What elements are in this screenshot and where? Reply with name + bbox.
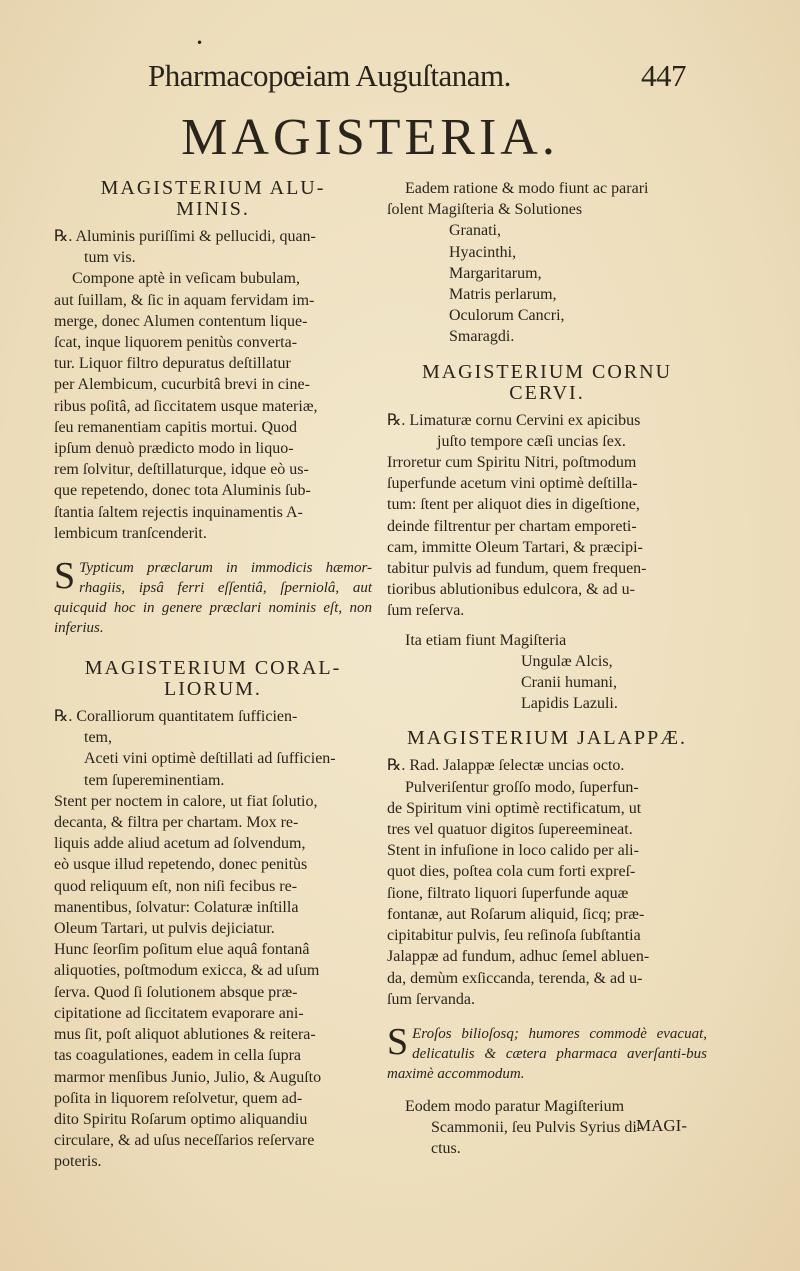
left-column [54,178,372,1173]
recipe-line: ℞. Limaturæ cornu Cervini ex apicibus [387,411,641,429]
text-block-cornu-cervi [387,452,707,622]
text-line: rem ſolvitur, deſtillaturque, idque eò us- [54,461,309,479]
text-line: quod reliquum eſt, non niſi fecibus re- [54,877,298,895]
text-line: Pulveriſentur groſſo modo, ſuperfun- [405,778,639,796]
list-item: Granati, [449,222,501,240]
magisteria-list [387,651,707,715]
text-block-aluminis [54,268,372,544]
text-line: dito Spiritu Roſarum optimo aliquandiu [54,1110,308,1128]
section-heading-jalappae: MAGISTERIUM JALAPPÆ. [406,727,688,750]
printer-mark: • [196,36,204,50]
text-block-jalappae [387,777,707,1010]
text-line: Stent in infuſione in loco calido per ali- [387,842,639,860]
text-line: ctus. [431,1140,461,1158]
italic-note-aluminis [54,555,372,638]
text-line: quot dies, poſtea cola cum forti expreſ- [387,863,636,881]
text-line: fontanæ, aut Roſarum aliquid, ſicq; præ- [387,905,645,923]
recipe-line: ℞. Coralliorum quantitatem ſufficien- [54,708,298,726]
text-line: cipitatione ad ſiccitatem evaporare ani- [54,1004,304,1022]
list-item: Matris perlarum, [449,286,557,304]
text-line: aut ſuillam, & ſic in aquam fervidam im- [54,291,315,309]
text-line: Stent per noctem in calore, ut fiat ſolutio, [54,792,318,810]
text-line: eò usque illud repetendo, donec penitùs [54,856,308,874]
text-line: ſione, filtrato liquori ſuperfunde aquæ [387,884,629,902]
list-item: Margaritarum, [449,264,542,282]
right-column [387,178,707,1160]
text-line: per Alembicum, cucurbitâ brevi in cine- [54,376,310,394]
text-line: ſeu remanentiam capitis mortui. Quod [54,418,298,436]
text-line: tum: ſtent per aliquot dies in digeſtione, [387,496,640,514]
text-line: ſum reſerva. [387,602,465,620]
recipe-line: ℞. Aluminis puriſſimi & pellucidi, quan- [54,228,316,245]
text-line: Irroretur cum Spiritu Nitri, poſtmodum [387,454,637,472]
list-item: Ungulæ Alcis, [521,652,613,670]
text-line: poteris. [54,1153,102,1171]
text-line: cam, immitte Oleum Tartari, & præcipi- [387,538,643,556]
section-heading-coralliorum: MAGISTERIUM CORAL- LIORUM. [84,657,342,701]
text-line: ſerva. Quod ſi ſolutionem absque præ- [54,983,298,1001]
page-number: 447 [641,58,686,93]
text-line: lembicum tranſcenderit. [54,524,207,542]
italic-note-jalappae [387,1020,707,1084]
text-line: Hunc ſeorſim poſitum elue aquâ fontanâ [54,941,310,959]
recipe-line: tum vis. [84,249,136,267]
text-line: tabitur pulvis ad fundum, quem frequen- [387,560,647,578]
text-line: tur. Liquor filtro depuratus deſtillatur [54,355,291,373]
text-line: tioribus ablutionibus edulcora, & ad u- [387,581,635,599]
text-line: ſolent Magiſteria & Solutiones [387,201,583,219]
text-line: liquis adde aliud acetum ad ſolvendum, [54,835,306,853]
text-line: deinde filtrentur per chartam emporeti- [387,517,637,535]
text-line: decanta, & filtra per chartam. Mox re- [54,814,299,832]
text-line: Compone aptè in veſicam bubulam, [72,270,300,288]
text-line: ſuperfunde acetum vini optimè deſtilla- [387,475,638,493]
text-line: Oleum Tartari, ut pulvis dejiciatur. [54,920,275,938]
recipe-line: tem, [84,729,112,747]
text-line: ſum ſervanda. [387,990,475,1008]
text-line: Eodem modo paratur Magiſterium [405,1097,625,1115]
text-line: poſita in liquorem reſolvetur, quem ad- [54,1089,303,1107]
text-block-coralliorum [54,791,372,1173]
text-line: Scammonii, ſeu Pulvis Syrius di- [431,1119,643,1137]
italic-note-text: Eroſos bilioſosq; humores commodè evacuat, delicatulis & cætera pharmaca averſanti-bus maximè accommodum. [387,1025,707,1082]
recipe-line: Aceti vini optimè deſtillati ad ſufficien- [84,750,336,768]
list-item: Cranii humani, [521,674,617,692]
text-line: ſtantia ſaltem rejectis inquinamentis A- [54,503,303,521]
text-line: Eadem ratione & modo fiunt ac parari [405,180,649,197]
text-line: aliquoties, poſtmodum exicca, & ad uſum [54,962,320,980]
text-line: tas coagulationes, eadem in cella ſupra [54,1047,302,1065]
running-title: Pharmacopœiam Auguſtanam. [148,58,511,93]
text-line: ſcat, inque liquorem penitùs converta- [54,334,298,352]
text-line: ribus poſitâ, ad ſiccitatem usque materiæ, [54,397,318,415]
text-line: ipſum denuò prædicto modo in liquo- [54,440,294,458]
catchword: MAGI- [636,1116,687,1135]
recipe-line: ℞. Rad. Jalappæ ſelectæ uncias octo. [387,757,625,775]
page-title: MAGISTERIA. [181,109,559,166]
italic-note-text: Typticum præclarum in immodicis hæmor-rhagiis, ipsâ ferri eſſentiâ, ſperniolâ, aut quicquid hoc in genere præclari nominis eſt, non inferius. [54,560,372,637]
section-heading-cornu-cervi: MAGISTERIUM CORNU CERVI. [421,360,673,404]
recipe-line: juſto tempore cæſi uncias ſex. [437,432,626,450]
list-item: Oculorum Cancri, [449,307,565,325]
text-line: da, demùm exſiccanda, terenda, & ad u- [387,969,643,987]
solutions-list [387,220,707,347]
text-line: manentibus, ſolvatur: Colaturæ inſtilla [54,898,299,916]
text-line: Ita etiam fiunt Magiſteria [405,631,567,649]
text-line: cipitabitur pulvis, ſeu reſinoſa ſubſtantia [387,927,641,945]
section-heading-aluminis: MAGISTERIUM ALU- MINIS. [100,177,326,220]
text-line: tres vel quatuor digitos ſupereemineat. [387,821,633,839]
text-line: de Spiritum vini optimè rectificatum, ut [387,799,642,817]
text-line: que repetendo, donec tota Aluminis ſub- [54,482,311,500]
list-item: Smaragdi. [449,328,515,346]
text-line: Jalappæ ad fundum, adhuc ſemel abluen- [387,948,650,966]
running-header [148,58,698,94]
text-line: mus ſit, poſt aliquot ablutiones & reitera- [54,1026,316,1044]
text-line: marmor menſibus Junio, Julio, & Auguſto [54,1068,322,1086]
text-line: circulare, & ad uſus neceſſarios reſervare [54,1132,315,1150]
text-line: merge, donec Alumen contentum lique- [54,312,308,330]
drop-cap: S [387,1020,409,1063]
recipe-line: tem ſupereminentiam. [84,771,225,789]
list-item: Lapidis Lazuli. [521,695,618,713]
drop-cap: S [54,555,76,598]
list-item: Hyacinthi, [449,243,517,261]
